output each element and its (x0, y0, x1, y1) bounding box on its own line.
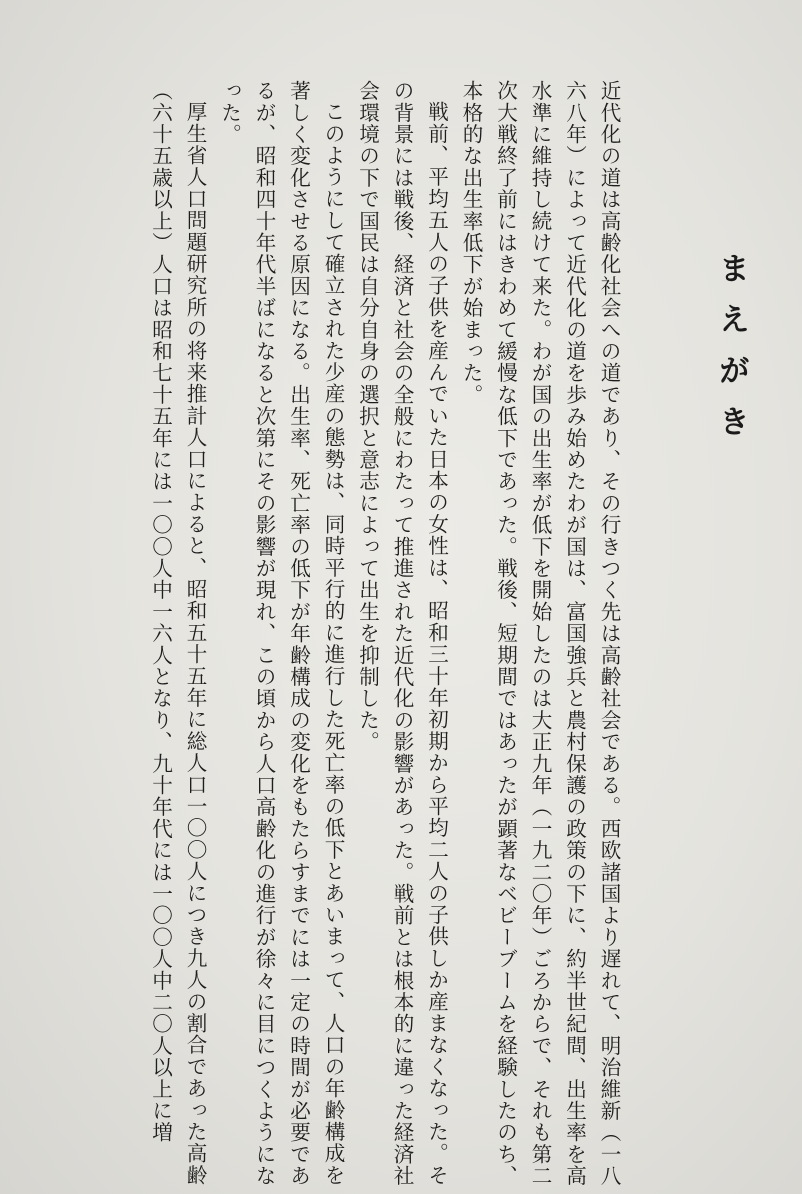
body-text (143, 80, 626, 1190)
paragraph-4: 厚生省人口問題研究所の将来推計人口によると、昭和五十五年に総人口一〇〇人につき九人の割合であった高齢（六十五歳以上）人口は昭和七十五年には一〇〇人中一六人となり、九十年代には一〇〇人中二〇人以上に増 (148, 80, 207, 1186)
paragraph-1: 近代化の道は高齢化社会への道であり、その行きつく先は高齢社会である。西欧諸国より遅れて、明治維新（一八六八年）によって近代化の道を歩み始めたわが国は、富国強兵と農村保護の政策の下に、約半世紀間、出生率を高水準に維持し続けて来た。わが国の出生率が低下を開始したのは大正九年（一九二〇年）ごろからで、それも第二次大戦終了前にはきわめて緩慢な低下であった。戦後、短期間ではあったが顕著なベビーブームを経験したのち、本格的な出生率低下が始まった。 (459, 80, 621, 1187)
page-title: まえがき (713, 252, 749, 456)
paragraph-2: 戦前、平均五人の子供を産んでいた日本の女性は、昭和三十年初期から平均二人の子供しか産まなくなった。その背景には戦後、経済と社会の全般にわたって推進された近代化の影響があった。戦前とは根本的に違った経済社会環境の下で国民は自分自身の選択と意志によって出生を抑制した。 (355, 80, 449, 1187)
paragraph-3: このようにして確立された少産の態勢は、同時平行的に進行した死亡率の低下とあいまって、人口の年齢構成を著しく変化させる原因になる。出生率、死亡率の低下が年齢構成の変化をもたらすまでには一定の時間が必要であるが、昭和四十年代半ばになると次第にその影響が現れ、この頃から人口高齢化の進行が徐々に目につくようになった。 (217, 80, 345, 1187)
